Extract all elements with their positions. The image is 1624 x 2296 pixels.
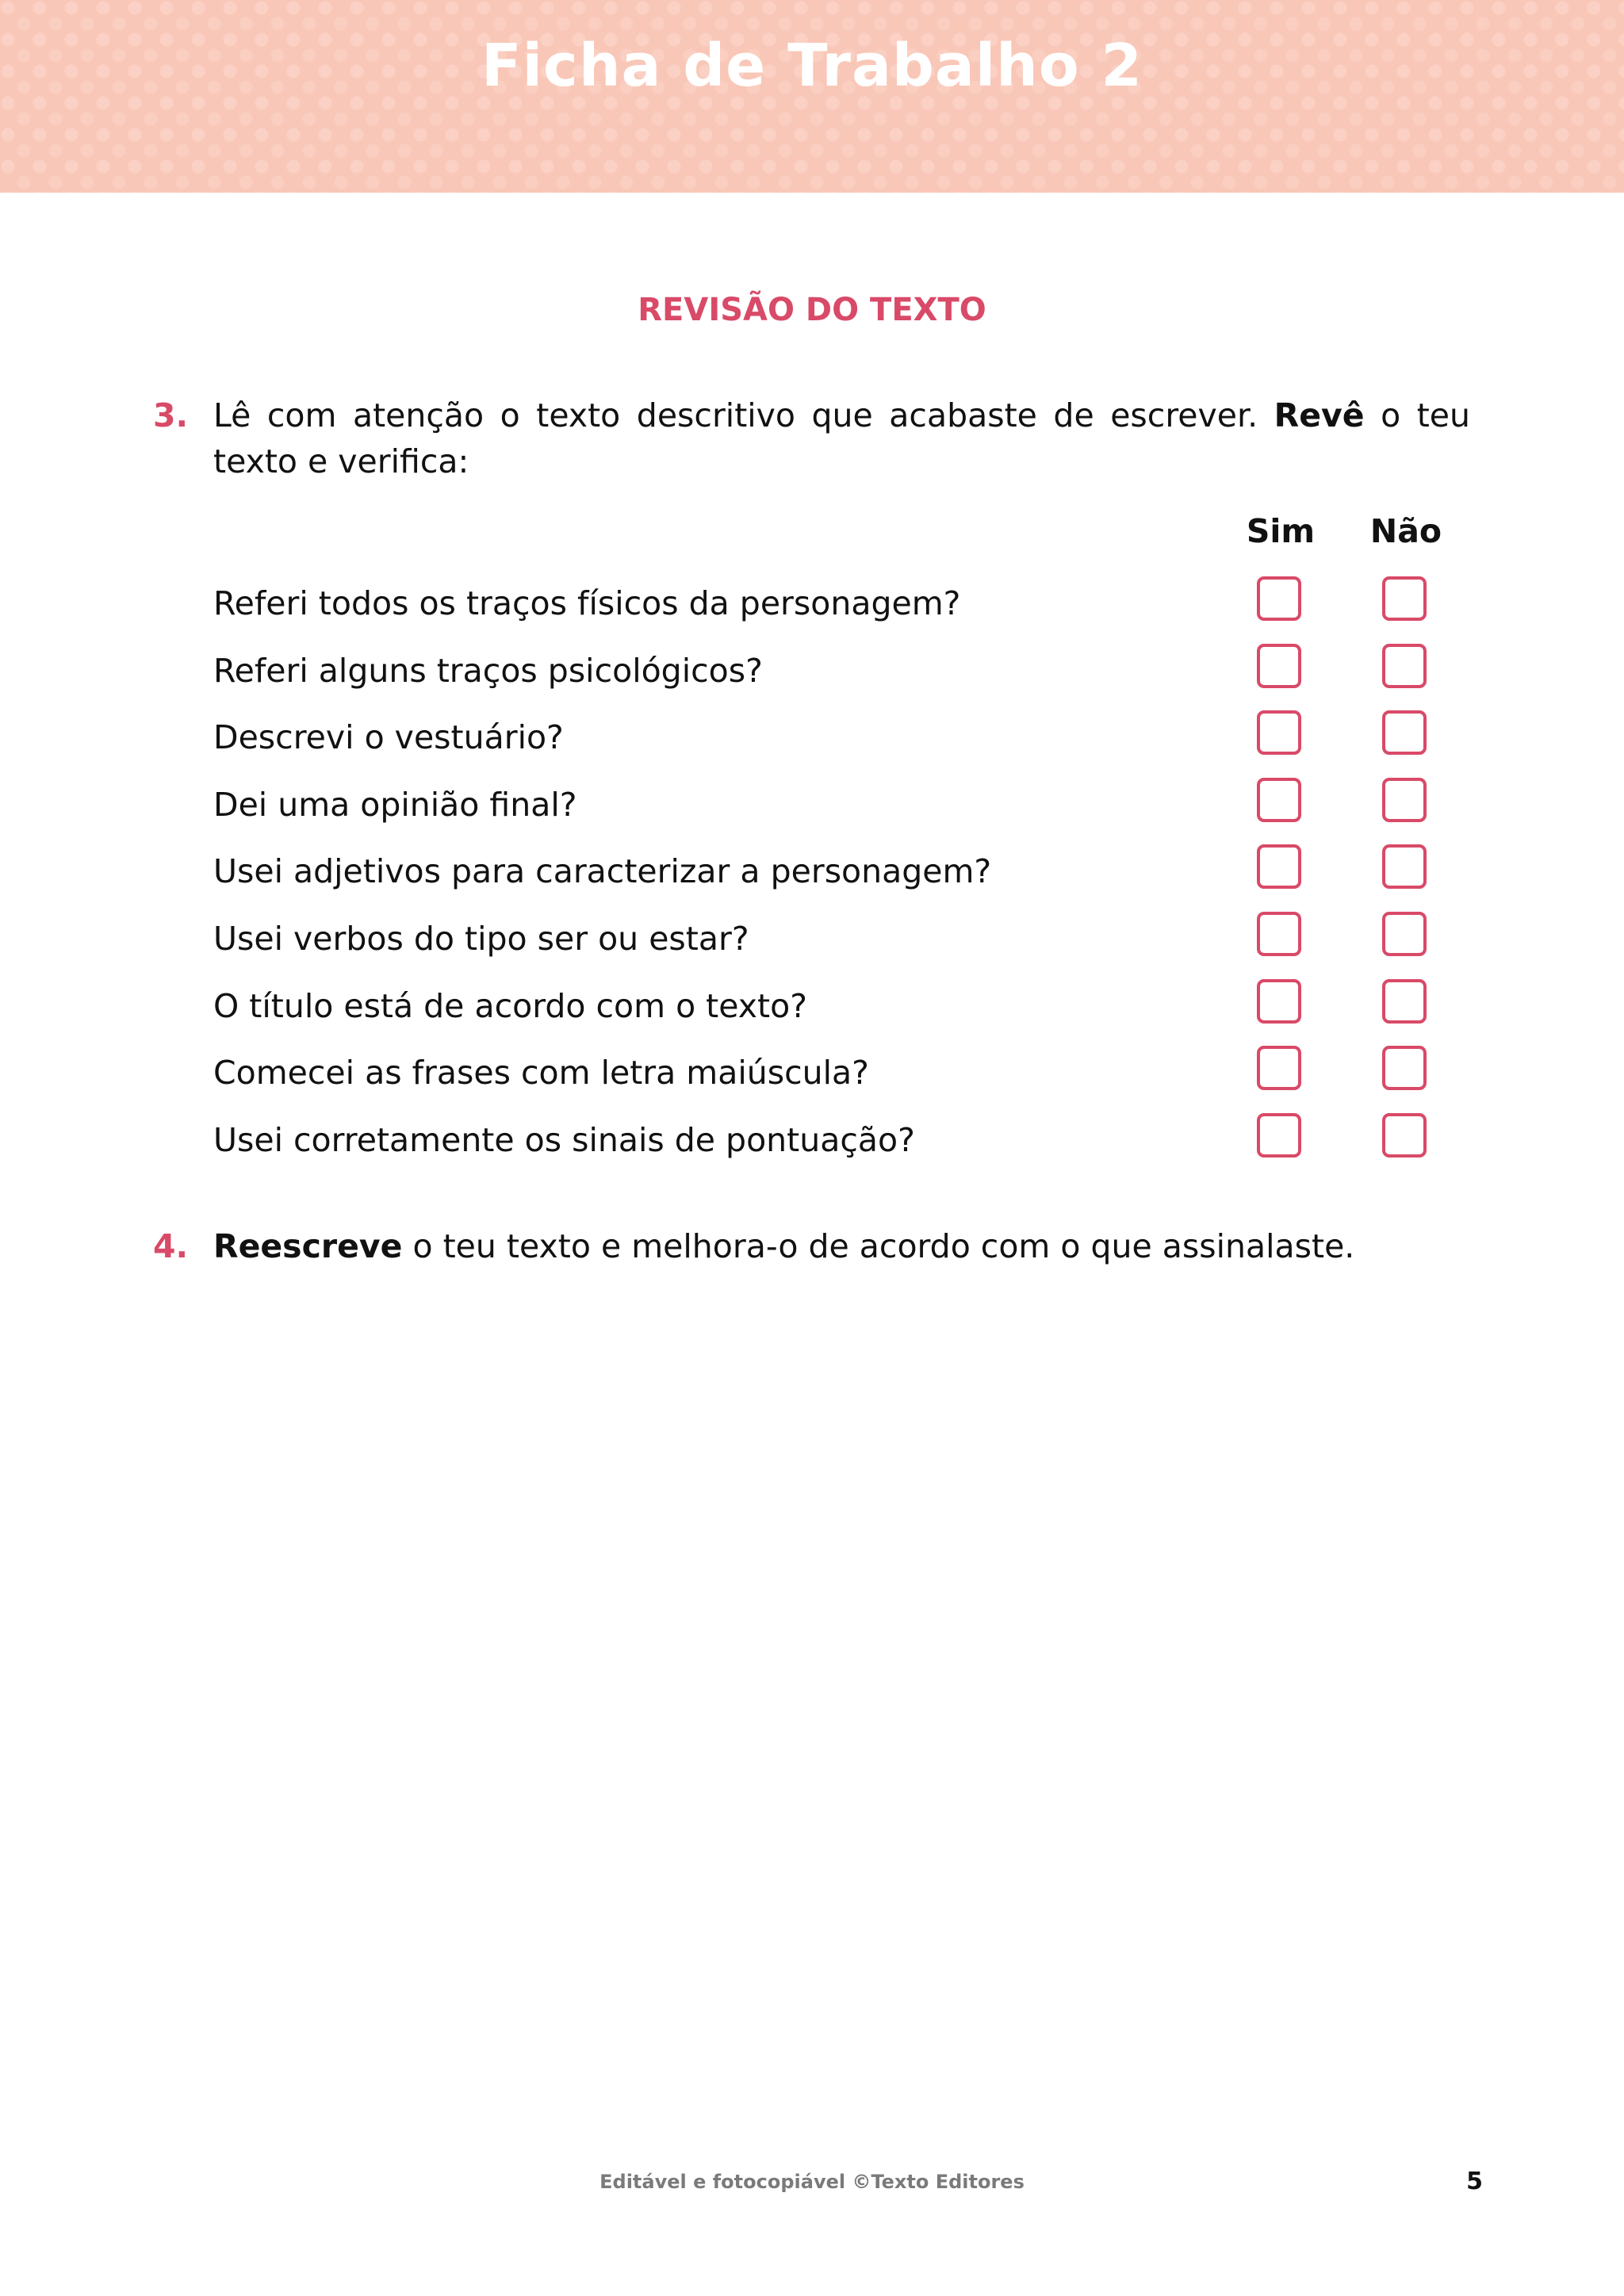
checkbox-sim[interactable] xyxy=(1257,912,1301,956)
checklist-item xyxy=(213,1113,1482,1180)
checkbox-sim[interactable] xyxy=(1257,644,1301,688)
checklist-item-label: Usei corretamente os sinais de pontuação? xyxy=(213,1120,915,1159)
checkbox-sim[interactable] xyxy=(1257,979,1301,1024)
checklist-item xyxy=(213,912,1482,978)
checkbox-sim[interactable] xyxy=(1257,710,1301,755)
checklist-item-label: Descrevi o vestuário? xyxy=(213,718,564,757)
question-3-number: 3. xyxy=(153,396,189,434)
question-4-text-end: o teu texto e melhora-o de acordo com o que assinalaste. xyxy=(402,1227,1355,1265)
page-number: 5 xyxy=(1466,2168,1483,2195)
checkbox-sim[interactable] xyxy=(1257,844,1301,889)
question-3-keyword: Revê xyxy=(1274,396,1365,434)
section-title: REVISÃO DO TEXTO xyxy=(638,292,986,328)
page-title: Ficha de Trabalho 2 xyxy=(481,32,1143,100)
checklist-item-label: Referi todos os traços físicos da personagem? xyxy=(213,584,961,622)
column-header-nao: Não xyxy=(1369,512,1442,550)
checkbox-sim[interactable] xyxy=(1257,1113,1301,1158)
checkbox-nao[interactable] xyxy=(1382,644,1427,688)
checklist-item-label: O título está de acordo com o texto? xyxy=(213,986,807,1025)
question-4-number: 4. xyxy=(153,1227,189,1265)
checkbox-nao[interactable] xyxy=(1382,778,1427,822)
checkbox-nao[interactable] xyxy=(1382,1046,1427,1090)
checkbox-nao[interactable] xyxy=(1382,1113,1427,1158)
checklist-item xyxy=(213,979,1482,1046)
footer-copyright: Editável e fotocopiável ©Texto Editores xyxy=(599,2171,1025,2193)
checkbox-nao[interactable] xyxy=(1382,844,1427,889)
checkbox-nao[interactable] xyxy=(1382,576,1427,621)
checklist-item xyxy=(213,576,1482,643)
question-3-text-end: o teu texto e verifica: xyxy=(213,396,1471,480)
checklist-item xyxy=(213,710,1482,777)
checkbox-sim[interactable] xyxy=(1257,1046,1301,1090)
checkbox-nao[interactable] xyxy=(1382,912,1427,956)
checkbox-sim[interactable] xyxy=(1257,778,1301,822)
question-3-text-start: Lê com atenção o texto descritivo que acabaste de escrever. xyxy=(213,396,1274,434)
checklist-item-label: Dei uma opinião final? xyxy=(213,785,577,824)
checkbox-nao[interactable] xyxy=(1382,979,1427,1024)
checklist-item xyxy=(213,644,1482,710)
checkbox-sim[interactable] xyxy=(1257,576,1301,621)
column-header-sim: Sim xyxy=(1246,512,1316,550)
checklist-item-label: Usei verbos do tipo ser ou estar? xyxy=(213,920,749,958)
checklist-item xyxy=(213,844,1482,911)
question-4-text xyxy=(213,1223,1470,1269)
question-3-text xyxy=(213,392,1470,484)
checklist-item xyxy=(213,1046,1482,1112)
checklist-item-label: Comecei as frases com letra maiúscula? xyxy=(213,1054,869,1093)
question-4-keyword: Reescreve xyxy=(213,1227,403,1265)
checklist-item-label: Referi alguns traços psicológicos? xyxy=(213,651,763,690)
checklist-item xyxy=(213,778,1482,844)
checkbox-nao[interactable] xyxy=(1382,710,1427,755)
checklist-item-label: Usei adjetivos para caracterizar a personagem? xyxy=(213,852,992,891)
